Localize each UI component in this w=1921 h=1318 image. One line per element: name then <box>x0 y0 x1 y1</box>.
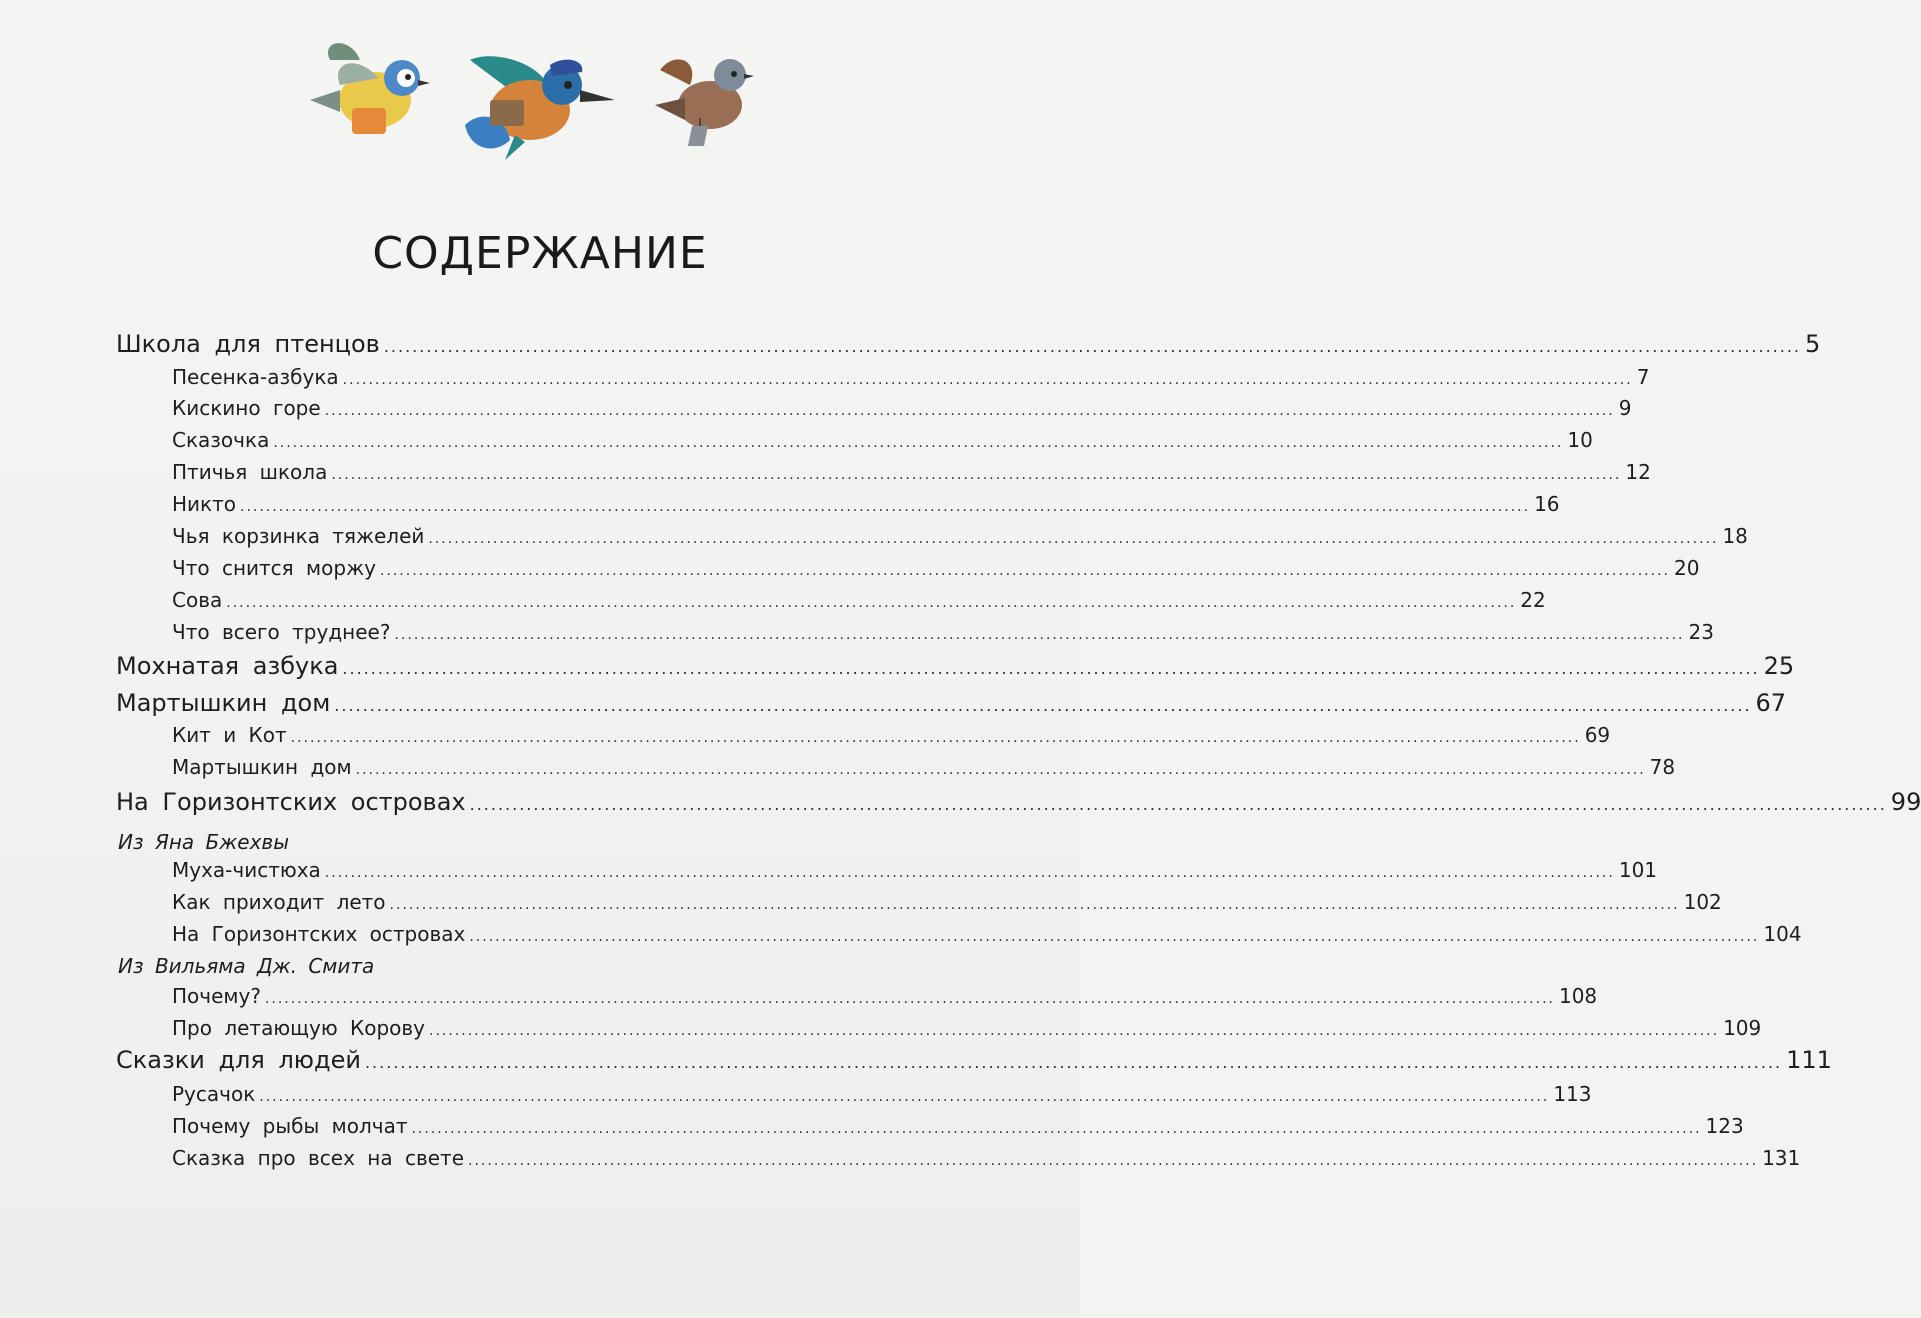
toc-entry[interactable] <box>172 428 1593 452</box>
toc-entry-title: Птичья школа <box>172 460 328 484</box>
bluetit-bird-icon <box>310 43 430 134</box>
toc-page-number: 23 <box>1688 620 1714 644</box>
toc-page-number: 67 <box>1755 689 1787 717</box>
toc-page-number: 16 <box>1534 492 1560 516</box>
toc-entry[interactable] <box>172 365 1650 389</box>
toc-entry-title: Что всего труднее? <box>172 620 391 644</box>
dot-leader: ........................................................................................................................................................................................................ <box>394 627 1685 643</box>
toc-entry-title: Сказки для людей <box>116 1046 361 1074</box>
toc-entry[interactable] <box>172 755 1676 779</box>
toc-entry[interactable] <box>172 723 1611 747</box>
dot-leader: ........................................................................................................................................................................................................ <box>259 1089 1550 1105</box>
birds-illustration <box>290 30 770 170</box>
toc-entry[interactable] <box>172 396 1632 420</box>
toc-entry-title: Как приходит лето <box>172 890 386 914</box>
toc-section-entry[interactable] <box>116 788 1921 816</box>
sparrow-bird-icon <box>655 59 754 146</box>
dot-leader: ........................................................................................................................................................................................................ <box>342 659 1760 678</box>
dot-leader: ........................................................................................................................................................................................................ <box>273 435 1564 451</box>
toc-entry[interactable] <box>172 556 1700 580</box>
toc-entry-title: Про летающую Корову <box>172 1016 426 1040</box>
toc-entry-title: Чья корзинка тяжелей <box>172 524 425 548</box>
toc-page-number: 104 <box>1763 922 1802 946</box>
dot-leader: ........................................................................................................................................................................................................ <box>429 1023 1720 1039</box>
toc-entry[interactable] <box>172 1146 1801 1170</box>
toc-entry[interactable] <box>172 1016 1762 1040</box>
toc-page-number: 111 <box>1786 1046 1832 1074</box>
toc-entry-title: Мохнатая азбука <box>116 652 339 680</box>
toc-entry-title: Песенка-азбука <box>172 365 339 389</box>
dot-leader: ........................................................................................................................................................................................................ <box>331 467 1622 483</box>
toc-page-number: 10 <box>1567 428 1593 452</box>
toc-subheading: Из Яна Бжехвы <box>118 830 289 854</box>
toc-page-number: 18 <box>1722 524 1748 548</box>
toc-page-number: 109 <box>1723 1016 1762 1040</box>
toc-entry[interactable] <box>172 922 1802 946</box>
toc-entry[interactable] <box>172 858 1658 882</box>
toc-entry-title: Муха-чистюха <box>172 858 321 882</box>
toc-entry-title: Что снится моржу <box>172 556 376 580</box>
toc-page-number: 123 <box>1705 1114 1744 1138</box>
dot-leader: ........................................................................................................................................................................................................ <box>342 372 1633 388</box>
toc-entry[interactable] <box>172 890 1722 914</box>
toc-entry-title: Сказка про всех на свете <box>172 1146 465 1170</box>
toc-page-number: 25 <box>1763 652 1795 680</box>
toc-entry-title: Мартышкин дом <box>116 689 331 717</box>
toc-entry-title: Кискино горе <box>172 396 321 420</box>
dot-leader: ........................................................................................................................................................................................................ <box>428 531 1719 547</box>
toc-entry-title: На Горизонтских островах <box>172 922 466 946</box>
toc-page-number: 78 <box>1649 755 1676 779</box>
toc-entry-title: Школа для птенцов <box>116 330 380 358</box>
toc-entry[interactable] <box>172 588 1546 612</box>
toc-page-number: 7 <box>1636 365 1650 389</box>
toc-entry-title: Русачок <box>172 1082 256 1106</box>
kingfisher-bird-icon <box>465 56 615 160</box>
dot-leader: ........................................................................................................................................................................................................ <box>389 897 1680 913</box>
toc-entry[interactable] <box>172 620 1714 644</box>
dot-leader: ........................................................................................................................................................................................................ <box>264 991 1555 1007</box>
toc-entry-title: Почему? <box>172 984 261 1008</box>
toc-entry[interactable] <box>172 1082 1592 1106</box>
dot-leader: ........................................................................................................................................................................................................ <box>355 762 1646 778</box>
toc-section-entry[interactable] <box>116 330 1821 358</box>
toc-entry-title: На Горизонтских островах <box>116 788 466 816</box>
toc-entry[interactable] <box>172 460 1651 484</box>
toc-entry-title: Сова <box>172 588 223 612</box>
toc-entry[interactable] <box>172 1114 1744 1138</box>
toc-section-entry[interactable] <box>116 1046 1832 1074</box>
dot-leader: ........................................................................................................................................................................................................ <box>469 929 1760 945</box>
page-title: СОДЕРЖАНИЕ <box>372 228 708 279</box>
toc-entry-title: Кит и Кот <box>172 723 287 747</box>
toc-section-entry[interactable] <box>116 652 1795 680</box>
dot-leader: ........................................................................................................................................................................................................ <box>240 499 1531 515</box>
toc-page-number: 20 <box>1673 556 1700 580</box>
toc-page-number: 12 <box>1625 460 1651 484</box>
toc-entry-title: Почему рыбы молчат <box>172 1114 408 1138</box>
toc-entry[interactable] <box>172 524 1748 548</box>
toc-page-number: 69 <box>1584 723 1611 747</box>
toc-entry-title: Никто <box>172 492 237 516</box>
toc-entry[interactable] <box>172 492 1560 516</box>
toc-page-number: 113 <box>1553 1082 1592 1106</box>
toc-entry[interactable] <box>172 984 1598 1008</box>
toc-page-number: 101 <box>1618 858 1658 882</box>
dot-leader: ........................................................................................................................................................................................................ <box>334 696 1752 715</box>
dot-leader: ........................................................................................................................................................................................................ <box>364 1053 1783 1072</box>
dot-leader: ........................................................................................................................................................................................................ <box>468 1153 1759 1169</box>
toc-page-number: 102 <box>1683 890 1722 914</box>
toc-page-number: 9 <box>1618 396 1632 420</box>
dot-leader: ........................................................................................................................................................................................................ <box>324 403 1615 419</box>
dot-leader: ........................................................................................................................................................................................................ <box>290 730 1581 746</box>
toc-page-number: 131 <box>1762 1146 1801 1170</box>
dot-leader: ........................................................................................................................................................................................................ <box>411 1121 1702 1137</box>
toc-section-entry[interactable] <box>116 689 1787 717</box>
toc-entry-title: Мартышкин дом <box>172 755 352 779</box>
toc-subheading: Из Вильяма Дж. Смита <box>118 954 375 978</box>
toc-page-number: 108 <box>1558 984 1598 1008</box>
toc-page-number: 22 <box>1520 588 1546 612</box>
toc-entry-title: Сказочка <box>172 428 270 452</box>
dot-leader: ........................................................................................................................................................................................................ <box>324 865 1615 881</box>
toc-page-number: 5 <box>1805 330 1821 358</box>
dot-leader: ........................................................................................................................................................................................................ <box>383 337 1801 356</box>
dot-leader: ........................................................................................................................................................................................................ <box>469 795 1887 814</box>
dot-leader: ........................................................................................................................................................................................................ <box>226 595 1517 611</box>
dot-leader: ........................................................................................................................................................................................................ <box>379 563 1670 579</box>
toc-page-number: 99 <box>1890 788 1921 816</box>
